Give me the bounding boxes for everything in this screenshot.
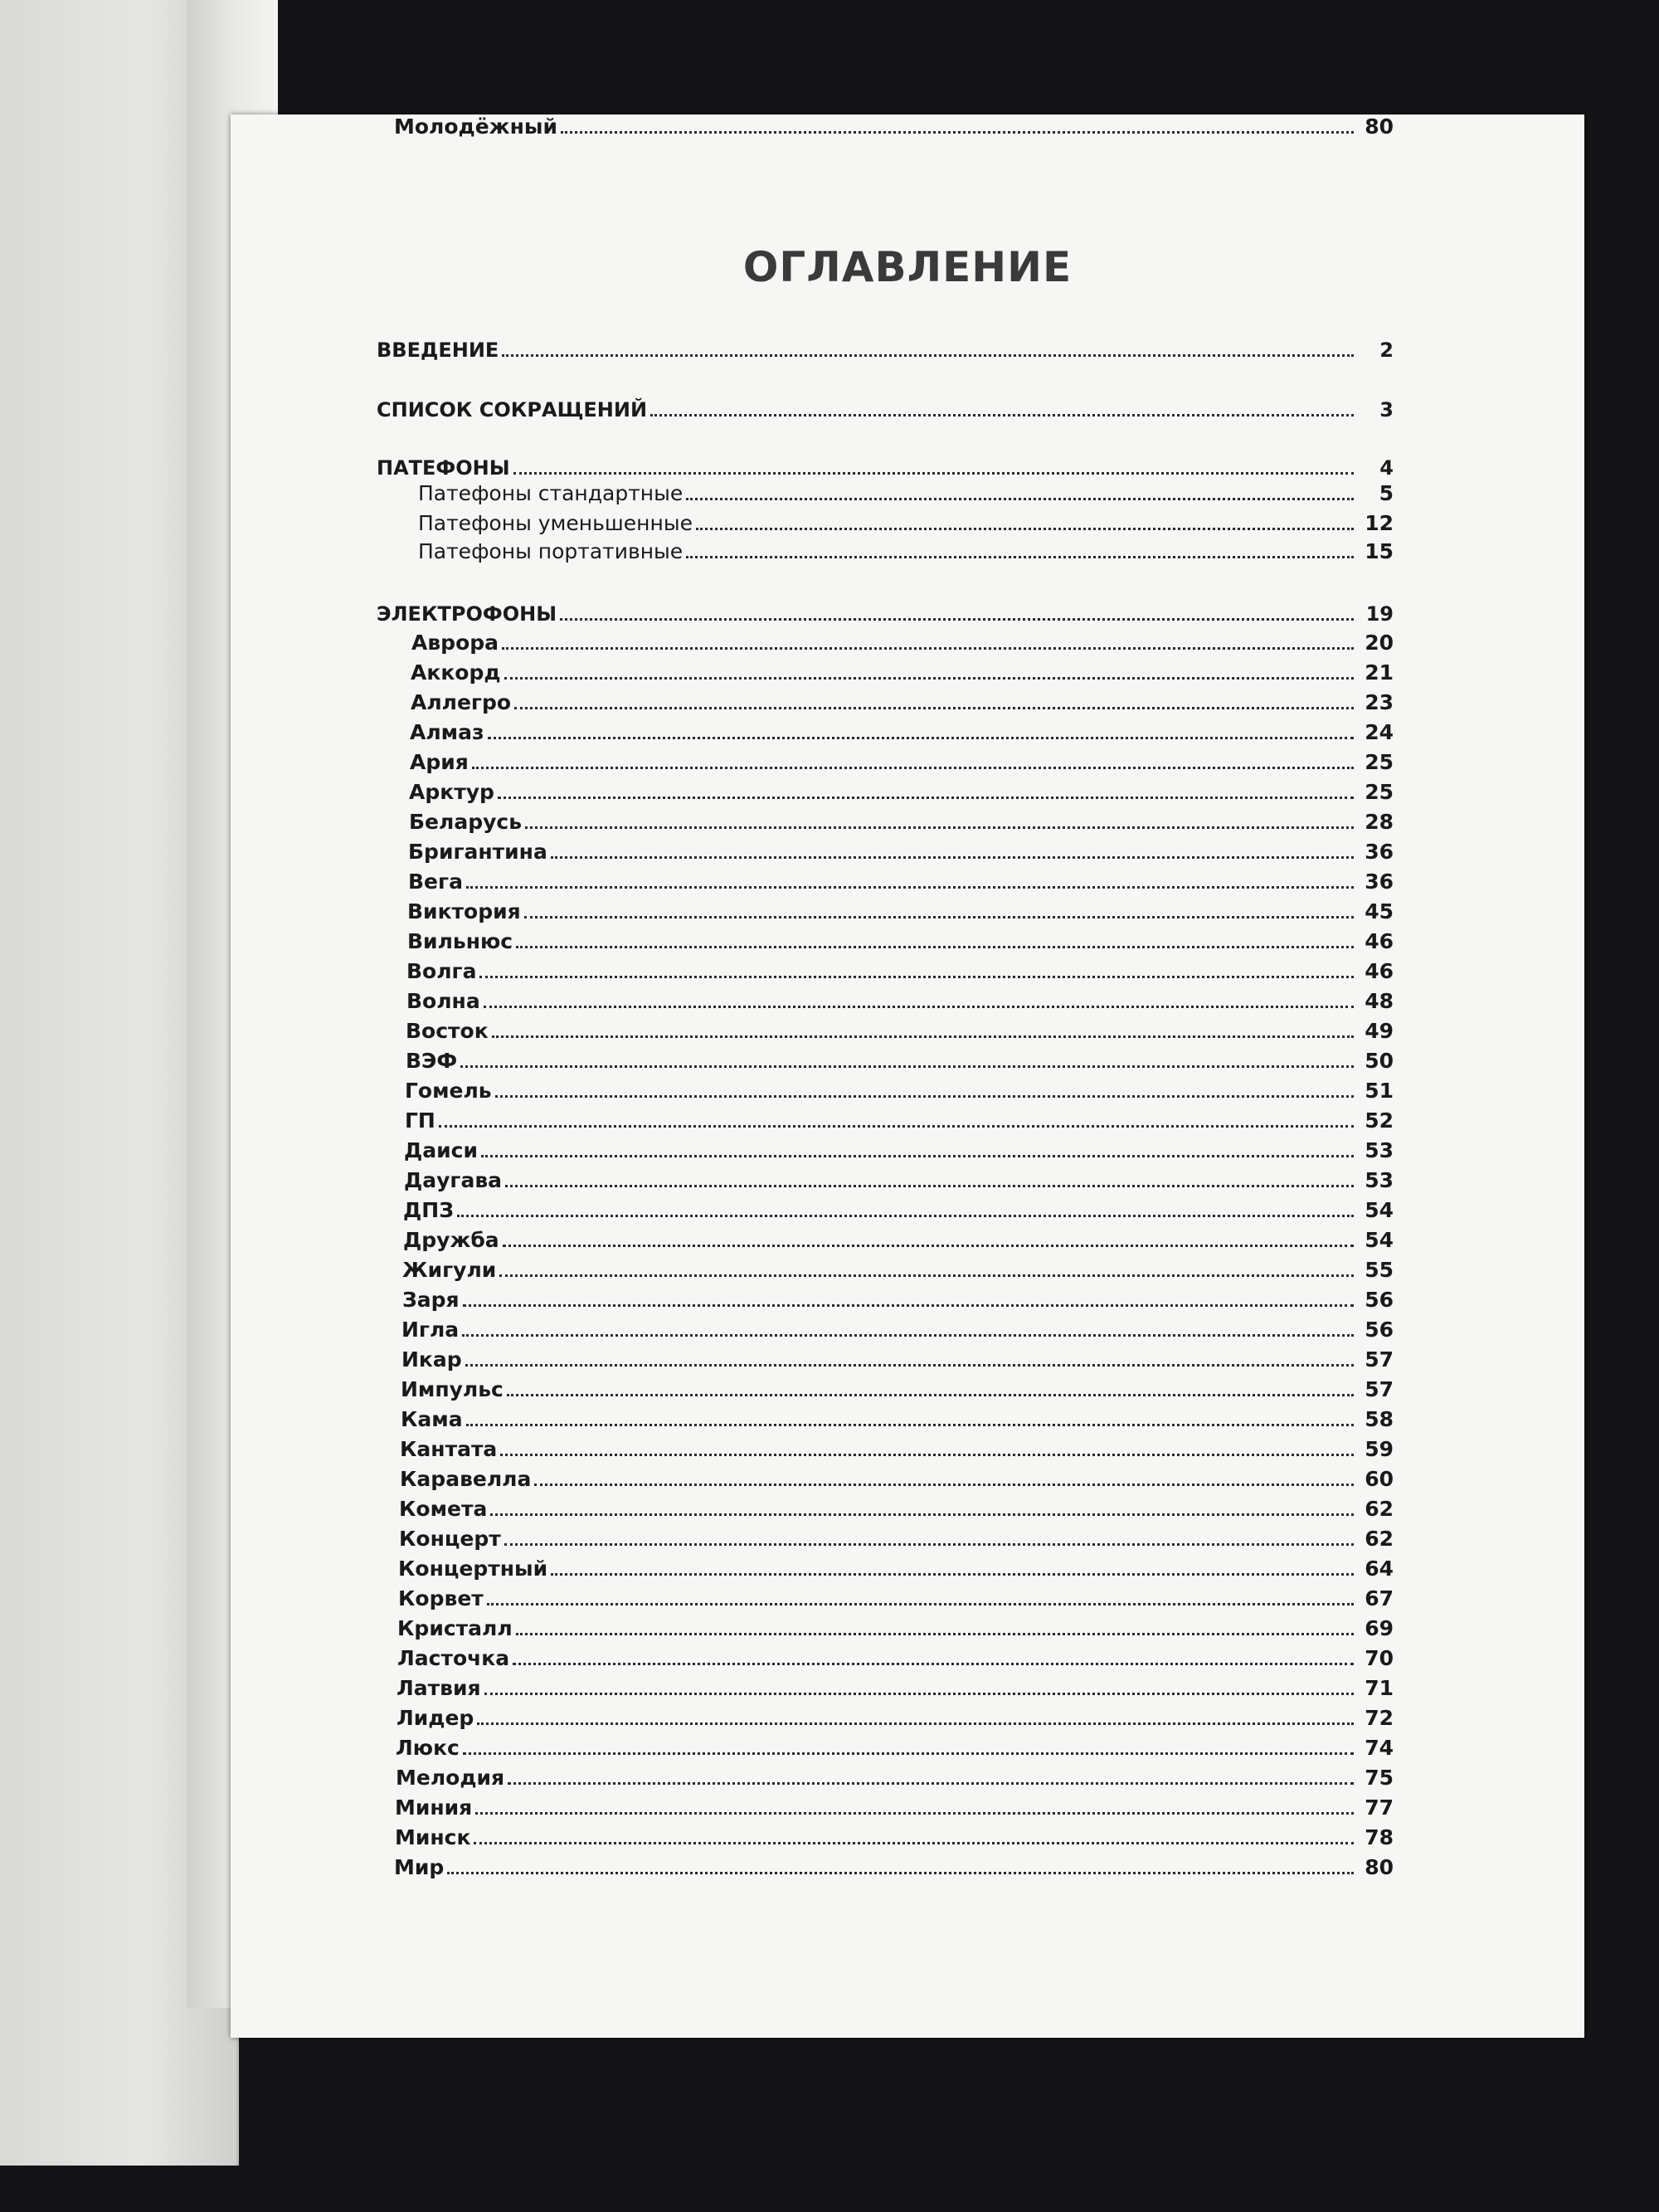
toc-entry [377, 456, 1394, 480]
toc-entry [403, 1228, 1394, 1252]
toc-entry [401, 1407, 1394, 1431]
toc-entry-page-number: 62 [1365, 1497, 1394, 1521]
toc-entry-label: Аллегро [411, 690, 512, 714]
toc-dot-leader [488, 737, 1355, 739]
page-title: ОГЛАВЛЕНИЕ [742, 243, 1073, 291]
toc-entry-page-number: 25 [1365, 750, 1394, 774]
toc-entry [398, 1557, 1394, 1581]
toc-entry [398, 1586, 1394, 1610]
toc-dot-leader [472, 767, 1354, 769]
toc-entry-page-number: 45 [1365, 899, 1394, 923]
toc-entry-page-number: 25 [1365, 780, 1394, 804]
toc-entry-label: Мелодия [396, 1766, 505, 1790]
toc-entry [411, 690, 1394, 714]
toc-entry [399, 1527, 1394, 1551]
toc-entry-label: Бригантина [408, 840, 547, 864]
toc-entry [405, 1079, 1394, 1103]
toc-entry-label: Мир [394, 1855, 445, 1879]
toc-entry-label: Заря [402, 1288, 460, 1312]
toc-entry-page-number: 53 [1365, 1168, 1394, 1192]
toc-entry-label: Концерт [399, 1527, 501, 1551]
toc-entry [397, 1616, 1394, 1640]
toc-dot-leader [499, 1274, 1354, 1277]
toc-entry-label: Икар [401, 1347, 462, 1372]
toc-dot-leader [457, 1215, 1354, 1217]
toc-entry-label: Ласточка [397, 1646, 510, 1670]
toc-dot-leader [524, 916, 1354, 918]
toc-dot-leader [650, 414, 1354, 417]
toc-entry-label: Беларусь [409, 810, 523, 834]
toc-dot-leader [462, 1334, 1354, 1337]
toc-entry-label: Импульс [401, 1377, 504, 1401]
toc-dot-leader [516, 1633, 1354, 1635]
toc-dot-leader [551, 1573, 1354, 1576]
toc-entry-page-number: 23 [1365, 690, 1394, 714]
toc-entry-label: Аврора [411, 631, 499, 655]
toc-entry-page-number: 15 [1365, 539, 1394, 563]
toc-entry [394, 114, 1394, 139]
toc-entry-page-number: 59 [1365, 1437, 1394, 1461]
toc-entry-page-number: 52 [1365, 1108, 1394, 1133]
toc-entry [399, 1497, 1394, 1521]
toc-dot-leader [495, 1095, 1354, 1098]
toc-entry-page-number: 55 [1365, 1258, 1394, 1282]
toc-entry-page-number: 70 [1365, 1646, 1394, 1670]
toc-entry-page-number: 51 [1365, 1079, 1394, 1103]
toc-entry-label: Минск [395, 1825, 471, 1849]
toc-dot-leader [475, 1812, 1354, 1815]
toc-entry [377, 398, 1394, 421]
toc-entry-label: Латвия [397, 1676, 481, 1700]
toc-dot-leader [505, 1185, 1354, 1187]
toc-entry-page-number: 20 [1365, 631, 1394, 655]
toc-entry [377, 602, 1394, 626]
toc-entry-label: Аккорд [411, 660, 501, 685]
toc-entry-page-number: 46 [1365, 959, 1394, 983]
toc-dot-leader [513, 1663, 1354, 1665]
toc-entry [407, 899, 1394, 923]
toc-dot-leader [447, 1872, 1354, 1874]
toc-dot-leader [551, 856, 1354, 859]
toc-entry-page-number: 21 [1365, 660, 1394, 685]
toc-entry-page-number: 69 [1365, 1616, 1394, 1640]
toc-entry-label: Кристалл [397, 1616, 513, 1640]
toc-dot-leader [466, 1424, 1354, 1426]
toc-entry [406, 1049, 1394, 1073]
toc-dot-leader [504, 677, 1354, 680]
toc-entry-label: Волга [406, 959, 477, 983]
toc-entry [396, 1766, 1394, 1790]
toc-entry-label: Лидер [397, 1706, 474, 1730]
toc-entry-label: Алмаз [410, 720, 484, 744]
toc-entry [411, 631, 1394, 655]
toc-entry-page-number: 36 [1365, 870, 1394, 894]
toc-entry [396, 1736, 1394, 1760]
toc-entry [408, 840, 1394, 864]
toc-entry-page-number: 58 [1365, 1407, 1394, 1431]
toc-entry [406, 989, 1394, 1013]
toc-entry-label: СПИСОК СОКРАЩЕНИЙ [377, 398, 648, 421]
toc-entry-page-number: 64 [1365, 1557, 1394, 1581]
toc-dot-leader [686, 556, 1354, 558]
toc-entry-label: Восток [406, 1019, 489, 1043]
toc-entry-page-number: 28 [1365, 810, 1394, 834]
toc-dot-leader [503, 1245, 1354, 1247]
toc-entry [397, 1706, 1394, 1730]
toc-entry-page-number: 77 [1365, 1795, 1394, 1820]
toc-entry [394, 1855, 1394, 1879]
toc-dot-leader [561, 131, 1354, 134]
toc-entry-page-number: 67 [1365, 1586, 1394, 1610]
toc-entry [418, 511, 1394, 535]
toc-entry-page-number: 24 [1365, 720, 1394, 744]
toc-entry-page-number: 50 [1365, 1049, 1394, 1073]
toc-entry-page-number: 5 [1379, 481, 1394, 505]
toc-dot-leader [560, 618, 1354, 621]
toc-entry [397, 1646, 1394, 1670]
toc-entry-label: Игла [401, 1318, 460, 1342]
toc-dot-leader [484, 1693, 1354, 1695]
toc-dot-leader [477, 1722, 1354, 1725]
toc-entry-page-number: 4 [1379, 456, 1394, 480]
toc-entry-label: Комета [399, 1497, 488, 1521]
toc-entry [418, 539, 1394, 563]
toc-entry-label: Даиси [404, 1138, 478, 1162]
toc-entry [395, 1825, 1394, 1849]
toc-entry [377, 339, 1394, 362]
toc-entry-page-number: 54 [1365, 1228, 1394, 1252]
toc-dot-leader [513, 472, 1354, 475]
toc-dot-leader [508, 1782, 1354, 1785]
toc-entry [401, 1377, 1394, 1401]
toc-dot-leader [490, 1513, 1354, 1516]
toc-entry-label: ВЭФ [406, 1049, 458, 1073]
toc-entry [401, 1347, 1394, 1372]
toc-entry [406, 1019, 1394, 1043]
toc-entry-page-number: 74 [1365, 1736, 1394, 1760]
toc-dot-leader [463, 1752, 1354, 1755]
toc-dot-leader [465, 1364, 1354, 1367]
toc-entry-label: Патефоны уменьшенные [418, 511, 693, 535]
toc-entry-page-number: 48 [1365, 989, 1394, 1013]
toc-dot-leader [463, 1304, 1354, 1307]
toc-entry-label: Молодёжный [394, 114, 557, 139]
toc-entry-label: Дружба [403, 1228, 499, 1252]
toc-entry-page-number: 49 [1365, 1019, 1394, 1043]
toc-entry-label: Ария [410, 750, 469, 774]
toc-entry [405, 1108, 1394, 1133]
toc-dot-leader [498, 797, 1354, 799]
toc-entry [402, 1288, 1394, 1312]
toc-entry-label: Даугава [404, 1168, 503, 1192]
toc-entry-page-number: 2 [1379, 339, 1394, 362]
toc-entry-label: Жигули [402, 1258, 497, 1282]
toc-entry-label: Вега [408, 870, 463, 894]
toc-dot-leader [487, 1603, 1354, 1605]
table-of-contents [231, 114, 1584, 2038]
toc-entry-label: ПАТЕФОНЫ [377, 456, 510, 480]
toc-dot-leader [686, 498, 1354, 500]
toc-dot-leader [474, 1842, 1354, 1844]
toc-dot-leader [439, 1125, 1354, 1128]
toc-dot-leader [492, 1035, 1354, 1038]
toc-dot-leader [516, 946, 1354, 948]
toc-entry-page-number: 71 [1365, 1676, 1394, 1700]
toc-dot-leader [466, 886, 1354, 889]
toc-entry-page-number: 60 [1365, 1467, 1394, 1491]
toc-entry-page-number: 56 [1365, 1318, 1394, 1342]
toc-entry-label: Миния [395, 1795, 473, 1820]
toc-dot-leader [500, 1454, 1354, 1456]
right-page [231, 114, 1584, 2038]
toc-entry-page-number: 62 [1365, 1527, 1394, 1551]
toc-dot-leader [507, 1394, 1354, 1396]
toc-entry-label: Кантата [400, 1437, 498, 1461]
toc-entry-label: Патефоны стандартные [418, 481, 684, 505]
toc-entry [411, 660, 1394, 685]
toc-entry-label: Патефоны портативные [418, 539, 684, 563]
toc-entry-label: ЭЛЕКТРОФОНЫ [377, 602, 557, 626]
toc-entry-label: Корвет [398, 1586, 484, 1610]
toc-entry [400, 1467, 1394, 1491]
toc-entry-label: Кама [401, 1407, 463, 1431]
toc-dot-leader [534, 1484, 1354, 1486]
toc-entry-page-number: 57 [1365, 1347, 1394, 1372]
toc-entry-page-number: 57 [1365, 1377, 1394, 1401]
toc-dot-leader [479, 976, 1354, 978]
toc-entry-label: ДПЗ [403, 1198, 454, 1222]
toc-entry [401, 1318, 1394, 1342]
toc-entry-page-number: 36 [1365, 840, 1394, 864]
toc-dot-leader [514, 707, 1354, 709]
toc-dot-leader [504, 1543, 1354, 1546]
toc-entry-page-number: 53 [1365, 1138, 1394, 1162]
toc-entry-label: Люкс [396, 1736, 460, 1760]
toc-entry [418, 481, 1394, 505]
toc-entry-page-number: 46 [1365, 929, 1394, 953]
toc-entry-page-number: 72 [1365, 1706, 1394, 1730]
toc-dot-leader [484, 1006, 1354, 1008]
toc-dot-leader [460, 1065, 1354, 1068]
toc-entry [400, 1437, 1394, 1461]
toc-entry-label: Концертный [398, 1557, 548, 1581]
toc-entry [410, 750, 1394, 774]
toc-entry-page-number: 3 [1379, 398, 1394, 421]
toc-dot-leader [502, 647, 1354, 650]
toc-entry [410, 720, 1394, 744]
toc-entry-page-number: 12 [1365, 511, 1394, 535]
toc-entry-page-number: 56 [1365, 1288, 1394, 1312]
toc-entry-page-number: 78 [1365, 1825, 1394, 1849]
toc-entry-page-number: 75 [1365, 1766, 1394, 1790]
toc-dot-leader [696, 528, 1354, 530]
toc-dot-leader [525, 826, 1354, 829]
toc-entry [407, 929, 1394, 953]
toc-entry [403, 1198, 1394, 1222]
toc-entry [404, 1138, 1394, 1162]
toc-entry-label: Каравелла [400, 1467, 532, 1491]
toc-dot-leader [502, 354, 1354, 357]
toc-entry [406, 959, 1394, 983]
toc-dot-leader [481, 1155, 1354, 1157]
toc-entry-page-number: 80 [1365, 114, 1394, 139]
toc-entry-label: Виктория [407, 899, 521, 923]
toc-entry [404, 1168, 1394, 1192]
toc-entry [402, 1258, 1394, 1282]
toc-entry [409, 810, 1394, 834]
toc-entry [408, 870, 1394, 894]
toc-entry-page-number: 80 [1365, 1855, 1394, 1879]
toc-entry-label: Волна [406, 989, 480, 1013]
toc-entry-page-number: 19 [1365, 602, 1394, 626]
toc-entry-label: ВВЕДЕНИЕ [377, 339, 499, 362]
toc-entry [397, 1676, 1394, 1700]
toc-entry [395, 1795, 1394, 1820]
toc-entry-label: Арктур [409, 780, 494, 804]
toc-entry-label: Гомель [405, 1079, 492, 1103]
toc-entry-page-number: 54 [1365, 1198, 1394, 1222]
toc-entry-label: Вильнюс [407, 929, 513, 953]
toc-entry [409, 780, 1394, 804]
toc-entry-label: ГП [405, 1108, 435, 1133]
